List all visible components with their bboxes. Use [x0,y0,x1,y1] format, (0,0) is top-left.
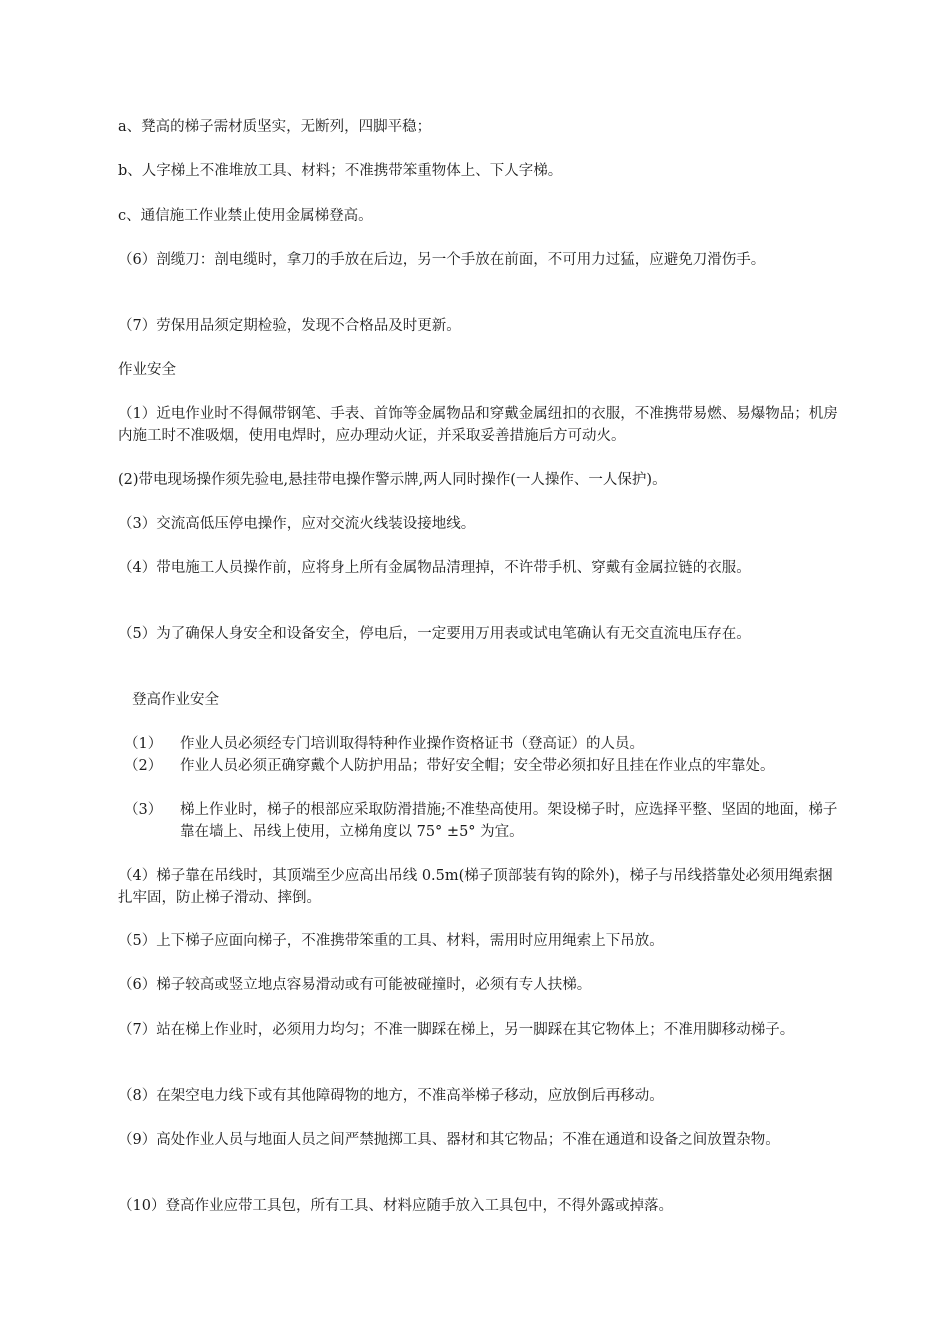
paragraph-cable-knife: （6）剖缆刀：剖电缆时，拿刀的手放在后边，另一个手放在前面，不可用力过猛，应避免刀滑伤手。 [118,252,766,268]
item-number: （2） [124,758,163,774]
paragraph-tool-bag: （10）登高作业应带工具包，所有工具、材料应随手放入工具包中，不得外露或掉落。 [118,1198,673,1214]
paragraph-remove-metal: （4）带电施工人员操作前，应将身上所有金属物品清理掉，不许带手机、穿戴有金属拉链的衣服。 [118,560,751,576]
section-heading-height-work-safety: 登高作业安全 [132,692,219,708]
paragraph-ladder-material: a、凳高的梯子需材质坚实，无断列，四脚平稳； [118,119,432,135]
paragraph-ladder-on-wire: （4）梯子靠在吊线时，其顶端至少应高出吊线 0.5m(梯子顶部装有钩的除外)，梯子与吊线搭靠处必须用绳索捆扎牢固，防止梯子滑动、摔倒。 [118,868,833,906]
paragraph-face-ladder: （5）上下梯子应面向梯子，不准携带笨重的工具、材料，需用时应用绳索上下吊放。 [118,933,664,949]
paragraph-herringbone-ladder: b、人字梯上不准堆放工具、材料；不准携带笨重物体上、下人字梯。 [118,163,563,179]
paragraph-balance-on-ladder: （7）站在梯上作业时，必须用力均匀；不准一脚踩在梯上，另一脚踩在其它物体上；不准用脚移动梯子。 [118,1022,795,1038]
paragraph-near-electric-work: （1）近电作业时不得佩带钢笔、手表、首饰等金属物品和穿戴金属纽扣的衣服，不准携带易燃、易爆物品；机房内施工时不准吸烟，使用电焊时，应办理动火证，并采取妥善措施后方可动火。 [118,406,838,444]
item-text: 作业人员必须经专门培训取得特种作业操作资格证书（登高证）的人员。 [180,736,644,752]
paragraph-hold-ladder: （6）梯子较高或竖立地点容易滑动或有可能被碰撞时，必须有专人扶梯。 [118,977,592,993]
item-text: 梯上作业时，梯子的根部应采取防滑措施;不准垫高使用。架设梯子时，应选择平整、坚固的地面，梯子靠在墙上、吊线上使用，立梯角度以 75° ±5° 为宜。 [180,802,838,840]
item-number: （1） [124,736,163,752]
paragraph-power-off-ground: （3）交流高低压停电操作，应对交流火线装设接地线。 [118,516,476,532]
item-number: （3） [124,802,163,818]
paragraph-voltage-check: （5）为了确保人身安全和设备安全，停电后，一定要用万用表或试电笔确认有无交直流电压存在。 [118,626,751,642]
paragraph-under-power-lines: （8）在架空电力线下或有其他障碍物的地方，不准高举梯子移动，应放倒后再移动。 [118,1088,664,1104]
paragraph-no-throwing: （9）高处作业人员与地面人员之间严禁抛掷工具、器材和其它物品；不准在通道和设备之间放置杂物。 [118,1132,780,1148]
section-heading-work-safety: 作业安全 [118,362,176,378]
paragraph-live-operation: (2)带电现场操作须先验电,悬挂带电操作警示牌,两人同时操作(一人操作、一人保护)。 [118,472,667,488]
paragraph-protective-gear: （7）劳保用品须定期检验，发现不合格品及时更新。 [118,318,461,334]
item-text: 作业人员必须正确穿戴个人防护用品；带好安全帽；安全带必须扣好且挂在作业点的牢靠处。 [180,758,775,774]
paragraph-metal-ladder: c、通信施工作业禁止使用金属梯登高。 [118,208,373,224]
